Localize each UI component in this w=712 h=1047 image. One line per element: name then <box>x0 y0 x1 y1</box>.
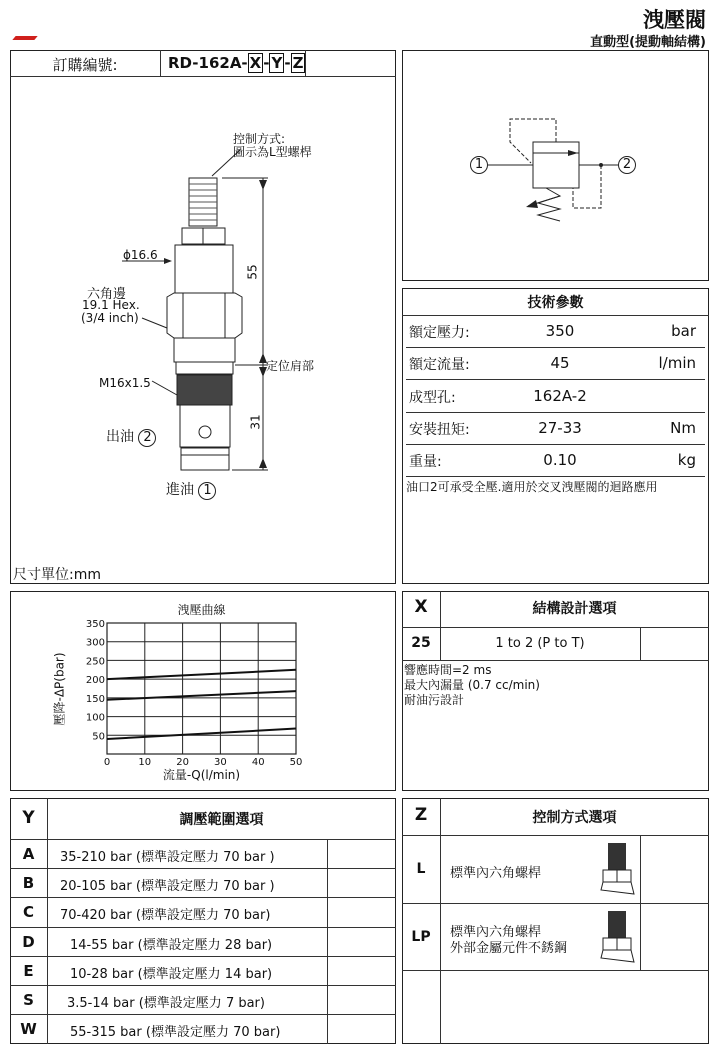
x-code-header: X <box>414 597 428 617</box>
inlet-text: 進油 <box>166 482 194 498</box>
tech-title: 技術參數 <box>527 295 584 311</box>
y-desc[interactable]: 3.5-14 bar (標準設定壓力 7 bar) <box>67 996 265 1011</box>
y-tick-label: 300 <box>85 637 105 649</box>
y-desc[interactable]: 70-420 bar (標準設定壓力 70 bar) <box>60 908 271 924</box>
z-desc-lp-2: 外部金屬元件不銹鋼 <box>450 941 568 956</box>
x-code-25: 25 <box>411 635 431 651</box>
x-note: 響應時間=2 ms <box>404 663 492 677</box>
symbol-port-1: 1 <box>470 156 488 174</box>
tech-unit: kg <box>677 451 696 470</box>
page-title: 洩壓閥 <box>643 8 706 32</box>
control-note-1: 控制方式: <box>233 132 286 146</box>
inlet-port: 1 <box>198 482 216 500</box>
x-note: 耐油污設計 <box>404 693 465 707</box>
y-code-header: Y <box>22 808 35 828</box>
order-code: RD-162A- X - Y - Z <box>168 54 304 72</box>
y-desc[interactable]: 55-315 bar (標準設定壓力 70 bar) <box>70 1025 281 1041</box>
tech-label: 安裝扭矩: <box>409 421 470 438</box>
units-note: 尺寸單位:mm <box>13 567 101 583</box>
screw-icon <box>598 842 638 898</box>
y-code: W <box>20 1020 37 1039</box>
hex-inch: (3/4 inch) <box>81 311 139 325</box>
x-tick-label: 40 <box>251 757 265 768</box>
shoulder-label: 定位肩部 <box>266 359 315 373</box>
tech-note: 油口2可承受全壓.適用於交叉洩壓閥的迴路應用 <box>406 480 658 494</box>
z-code-l: L <box>416 861 426 877</box>
y-tick-label: 150 <box>85 693 105 705</box>
y-title: 調壓範圍選項 <box>179 812 264 828</box>
y-code: D <box>22 932 35 951</box>
outlet-port: 2 <box>138 429 156 447</box>
x-tick-label: 20 <box>176 757 189 768</box>
hex-label: 六角邊 <box>87 287 127 302</box>
tech-label: 成型孔: <box>409 389 456 406</box>
valve-drawing <box>0 0 400 590</box>
screw-icon <box>598 910 638 966</box>
tech-unit: bar <box>671 322 696 340</box>
tech-value: 162A-2 <box>533 386 587 405</box>
dim-31: 31 <box>248 414 263 430</box>
tech-unit: Nm <box>670 418 696 437</box>
order-y: Y <box>271 54 283 72</box>
z-desc-l[interactable]: 標準內六角螺桿 <box>450 866 542 881</box>
x-tick-label: 10 <box>138 757 152 768</box>
y-tick-label: 350 <box>85 619 105 630</box>
y-desc[interactable]: 14-55 bar (標準設定壓力 28 bar) <box>70 937 273 953</box>
y-tick-label: 100 <box>85 712 105 724</box>
y-code: S <box>23 991 34 1009</box>
tech-label: 額定流量: <box>409 357 470 374</box>
control-note-2: 圖示為L型螺桿 <box>233 145 312 159</box>
x-title: 結構設計選項 <box>532 601 617 617</box>
y-tick-label: 250 <box>85 656 105 668</box>
inlet-label <box>166 479 216 500</box>
order-label: 訂購編號: <box>52 56 118 74</box>
dim-55: 55 <box>245 264 260 280</box>
z-title: 控制方式選項 <box>532 810 617 826</box>
series-line <box>107 670 296 679</box>
y-tick-label: 50 <box>92 731 105 743</box>
chart-title: 洩壓曲線 <box>177 603 226 617</box>
y-desc[interactable]: 10-28 bar (標準設定壓力 14 bar) <box>70 966 273 982</box>
x-tick-label: 30 <box>214 757 227 768</box>
hex-size: 19.1 Hex. <box>82 298 140 312</box>
outlet-label <box>106 426 156 447</box>
z-code-lp: LP <box>411 929 431 945</box>
pressure-chart <box>0 590 400 790</box>
y-code: C <box>22 903 34 922</box>
series-line <box>107 691 296 700</box>
tech-value: 27-33 <box>538 418 582 437</box>
x-tick-label: 0 <box>103 757 111 768</box>
chart-xlabel: 流量-Q(l/min) <box>162 768 241 782</box>
thread-label: M16x1.5 <box>99 376 151 390</box>
y-tick-label: 200 <box>85 675 105 687</box>
y-code: E <box>23 961 34 980</box>
tech-value: 0.10 <box>543 451 577 470</box>
order-z: Z <box>292 54 304 72</box>
tech-value: 45 <box>550 354 570 373</box>
series-line <box>107 729 296 739</box>
tech-label: 額定壓力: <box>409 325 470 341</box>
outlet-text: 出油 <box>106 429 134 445</box>
y-code: B <box>22 874 35 893</box>
order-x: X <box>249 54 262 72</box>
x-note: 最大內漏量 (0.7 cc/min) <box>404 678 540 692</box>
diameter-label: ϕ16.6 <box>123 248 158 262</box>
x-tick-label: 50 <box>289 757 303 768</box>
tech-value: 350 <box>545 322 575 340</box>
z-code-header: Z <box>414 805 428 825</box>
y-code: A <box>22 845 35 863</box>
z-desc-lp-1[interactable]: 標準內六角螺桿 <box>450 925 542 940</box>
order-prefix: RD-162A- <box>168 54 248 72</box>
page-subtitle: 直動型(提動軸結構) <box>590 35 706 50</box>
y-desc[interactable]: 20-105 bar (標準設定壓力 70 bar ) <box>60 879 275 895</box>
x-desc-25[interactable]: 1 to 2 (P to T) <box>495 636 585 651</box>
symbol-port-2: 2 <box>618 156 636 174</box>
tech-label: 重量: <box>409 454 442 471</box>
tech-unit: l/min <box>658 354 696 373</box>
y-desc[interactable]: 35-210 bar (標準設定壓力 70 bar ) <box>60 850 275 865</box>
chart-ylabel: 壓降-ΔP(bar) <box>52 652 67 726</box>
